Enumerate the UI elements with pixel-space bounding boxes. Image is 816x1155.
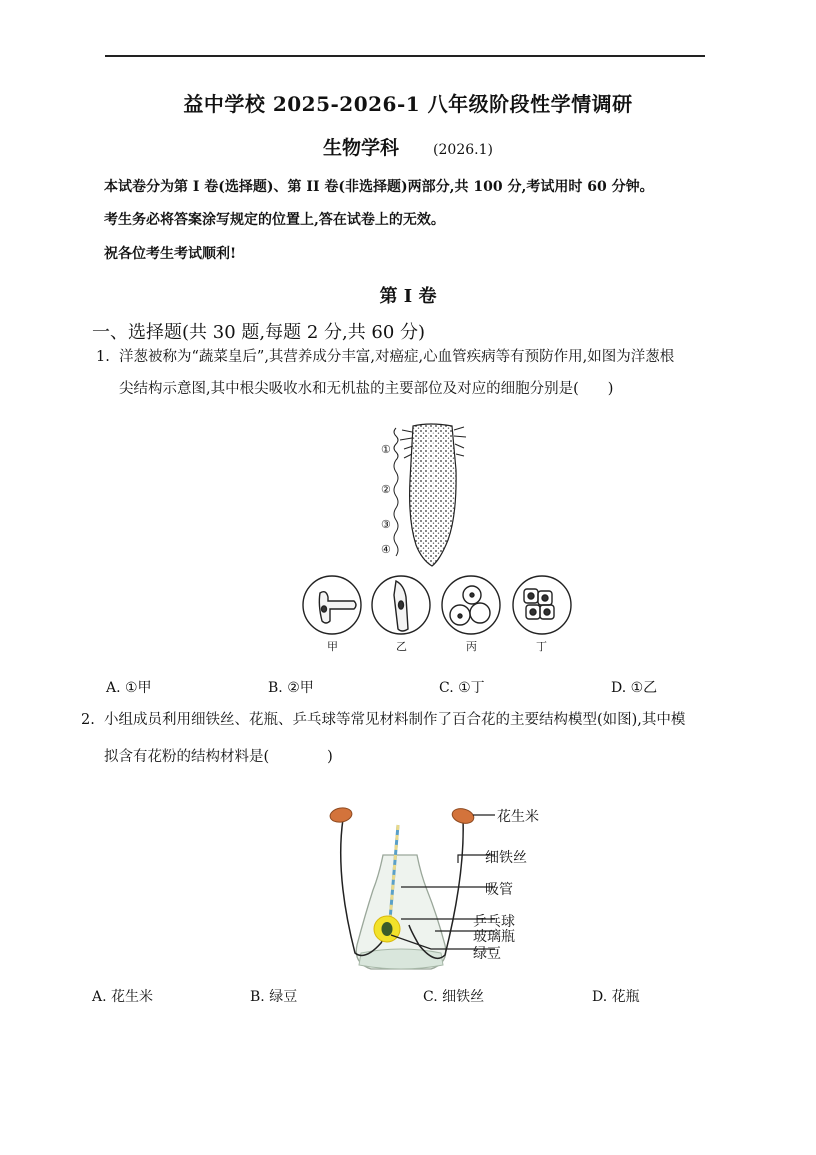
model-label-wire: 细铁丝 xyxy=(485,850,527,866)
header-rule xyxy=(105,55,705,57)
model-label-mung-bean: 绿豆 xyxy=(473,946,501,962)
volume-title: 第 I 卷 xyxy=(379,286,437,307)
q1-option-a[interactable]: A. ①甲 xyxy=(106,680,152,696)
model-label-peanut: 花生米 xyxy=(497,809,539,825)
q2-number: 2. xyxy=(81,712,95,728)
instruction-3: 祝各位考生考试顺利! xyxy=(104,246,237,262)
instruction-1: 本试卷分为第 I 卷(选择题)、第 II 卷(非选择题)两部分,共 100 分,考试用时 60 分钟。 xyxy=(104,179,654,195)
cell-label-jia: 甲 xyxy=(327,640,338,653)
cell-label-bing: 丙 xyxy=(466,640,477,653)
root-region-label-4: ④ xyxy=(381,543,391,556)
root-region-label-1: ① xyxy=(381,443,391,456)
q1-text-line1: 洋葱被称为“蔬菜皇后”,其营养成分丰富,对癌症,心血管疾病等有预防作用,如图为洋葱根 xyxy=(119,349,675,365)
q1-number: 1. xyxy=(96,349,110,365)
q1-option-d[interactable]: D. ①乙 xyxy=(611,680,658,696)
model-label-pingpong: 乒乓球 xyxy=(473,914,515,930)
instruction-2: 考生务必将答案涂写规定的位置上,答在试卷上的无效。 xyxy=(104,212,445,228)
q2-text-line2: 拟含有花粉的结构材料是( ) xyxy=(104,749,333,765)
q2-option-c[interactable]: C. 细铁丝 xyxy=(423,989,485,1005)
q1-option-b[interactable]: B. ②甲 xyxy=(268,680,314,696)
model-label-straw: 吸管 xyxy=(485,882,513,898)
q2-option-b[interactable]: B. 绿豆 xyxy=(250,989,298,1005)
model-label-glass-bottle: 玻璃瓶 xyxy=(473,929,515,945)
q2-text-line1: 小组成员利用细铁丝、花瓶、乒乓球等常见材料制作了百合花的主要结构模型(如图),其中模 xyxy=(104,712,686,728)
q2-option-a[interactable]: A. 花生米 xyxy=(92,989,154,1005)
q1-option-c[interactable]: C. ①丁 xyxy=(439,680,485,696)
cell-label-ding: 丁 xyxy=(536,640,547,653)
root-region-label-2: ② xyxy=(381,483,391,496)
exam-title: 益中学校 2025-2026-1 八年级阶段性学情调研 xyxy=(183,92,633,116)
subject-row xyxy=(0,133,816,160)
cell-label-yi: 乙 xyxy=(396,640,407,653)
root-region-label-3: ③ xyxy=(381,518,391,531)
exam-date: (2026.1) xyxy=(433,142,493,158)
subject-title: 生物学科 xyxy=(323,137,400,159)
q1-text-line2: 尖结构示意图,其中根尖吸收水和无机盐的主要部位及对应的细胞分别是( ) xyxy=(119,381,614,397)
section-title: 一、选择题(共 30 题,每题 2 分,共 60 分) xyxy=(92,322,426,343)
q2-option-d[interactable]: D. 花瓶 xyxy=(592,989,640,1005)
